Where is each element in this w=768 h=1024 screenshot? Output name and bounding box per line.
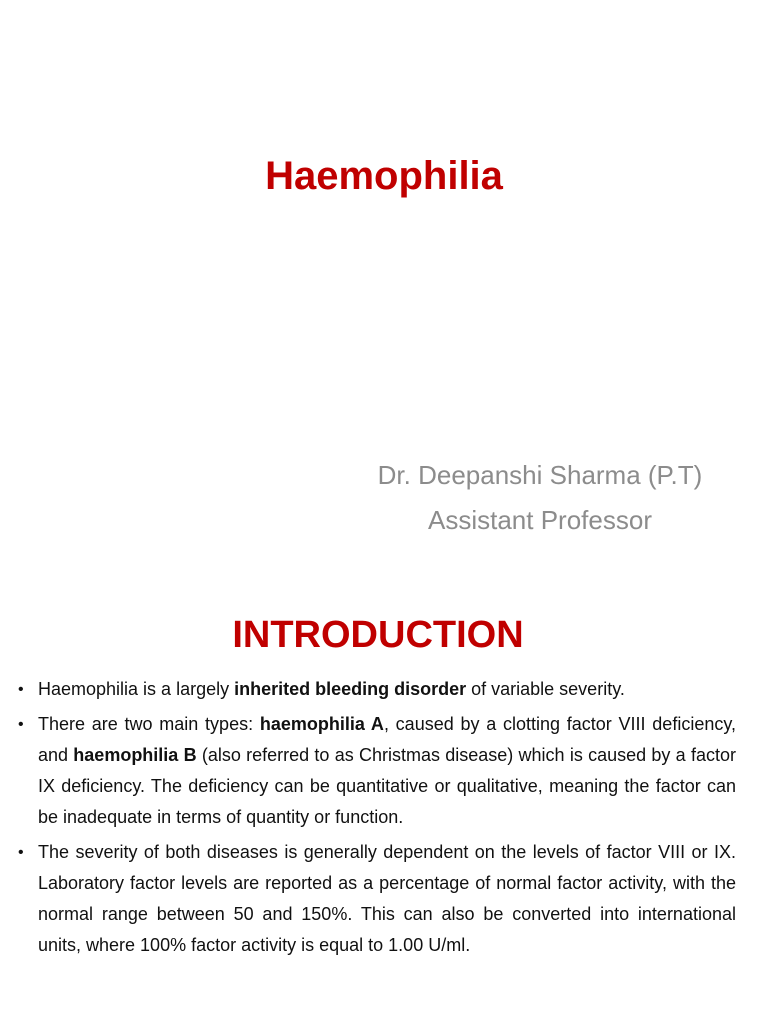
bullet-text: There are two main types: xyxy=(38,714,260,734)
bullet-list xyxy=(18,674,736,965)
bullet-text: Haemophilia is a largely xyxy=(38,679,235,699)
bullet-bold-text: inherited bleeding disorder xyxy=(234,679,467,699)
bullet-text: of variable severity. xyxy=(466,679,625,699)
bullet-item-1 xyxy=(18,674,736,705)
bullet-text: , caused by a clotting factor VIII deficiency, and xyxy=(38,714,737,765)
bullet-text: (also referred to as Christmas disease) which is caused by a factor IX deficiency. The deficiency can be quantitative or qualitative, meaning the factor can be inadequate in terms of quantity or function. xyxy=(38,745,736,827)
presenter-name: Dr. Deepanshi Sharma (P.T) xyxy=(377,460,703,490)
bullet-dot-icon: • xyxy=(18,844,24,861)
bullet-bold-text: haemophilia B xyxy=(73,745,197,765)
bullet-text: The severity of both diseases is generally dependent on the levels of factor VIII or IX. Laboratory factor levels are reported as a percentage of normal factor activity, with the normal range between 50 and 150%. This can also be converted into international units, where 100% factor activity is equal to 1.00 U/ml. xyxy=(38,842,736,955)
bullet-bold-text: haemophilia A xyxy=(259,714,384,734)
bullet-item-3 xyxy=(18,837,736,961)
bullet-dot-icon: • xyxy=(18,716,24,733)
presentation-title: Haemophilia xyxy=(265,154,503,198)
presenter-role: Assistant Professor xyxy=(428,505,652,535)
introduction-heading: INTRODUCTION xyxy=(232,614,524,656)
bullet-item-2 xyxy=(18,709,736,833)
bullet-dot-icon: • xyxy=(18,681,24,698)
